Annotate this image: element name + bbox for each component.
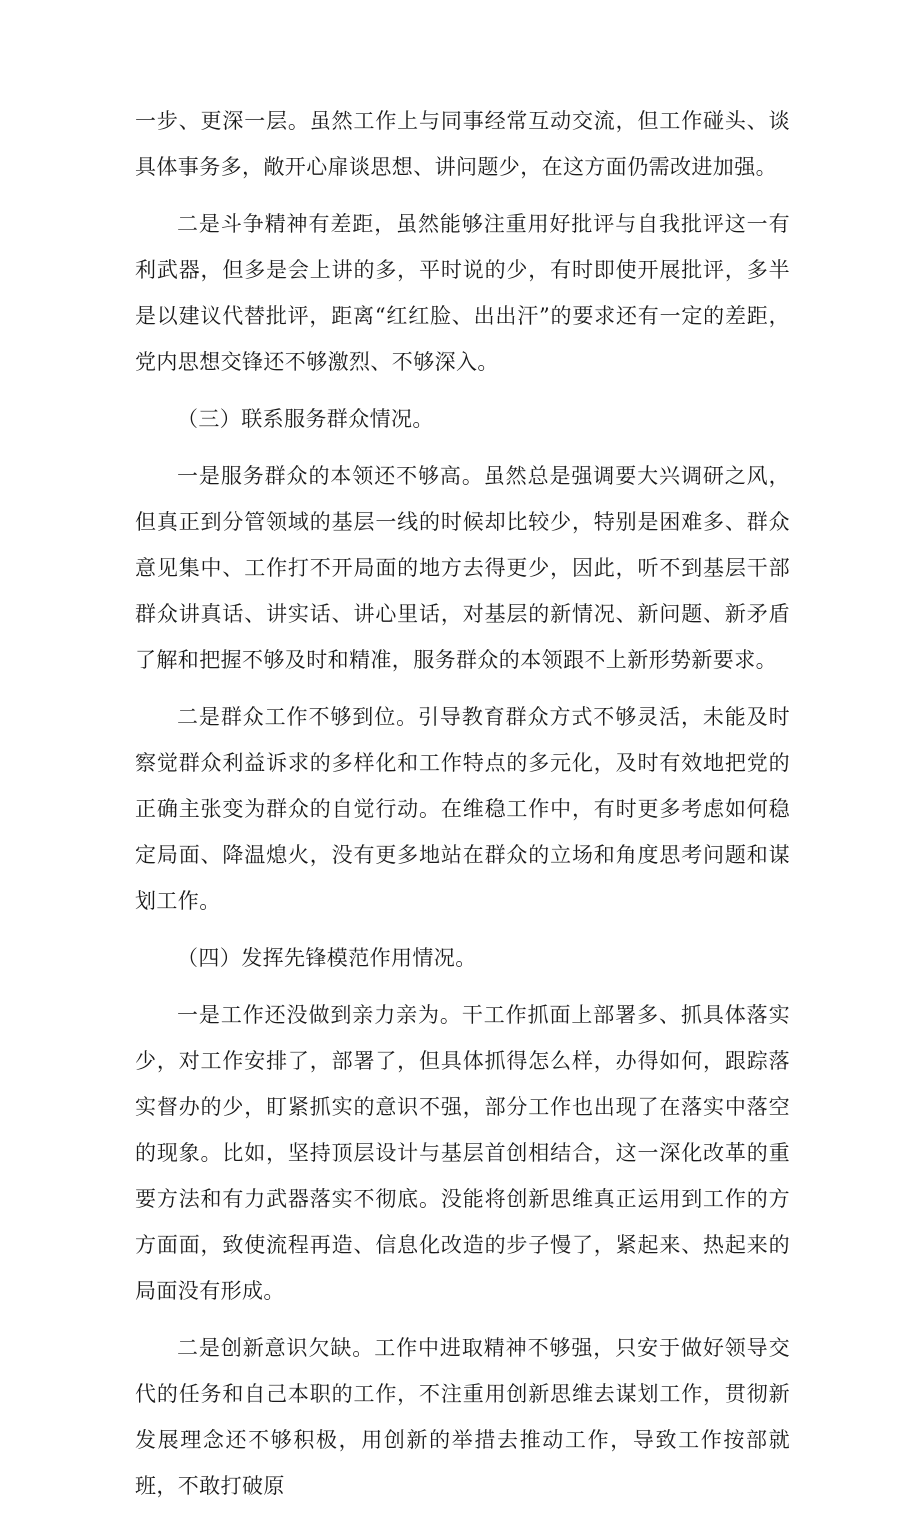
paragraph-serving-masses: 一是服务群众的本领还不够高。虽然总是强调要大兴调研之风，但真正到分管领域的基层一线的时候却比较少，特别是困难多、群众意见集中、工作打不开局面的地方去得更少，因此，听不到基层干部群众讲真话、讲实话、讲心里话，对基层的新情况、新问题、新矛盾了解和把握不够及时和精准，服务群众的本领跟不上新形势新要求。 [135,464,790,672]
section-heading-3: （三）联系服务群众情况。 [177,407,434,431]
document-page [135,98,790,1520]
paragraph-innovation: 二是创新意识欠缺。工作中进取精神不够强，只安于做好领导交代的任务和自己本职的工作，不注重用创新思维去谋划工作，贯彻新发展理念还不够积极，用创新的举措去推动工作，导致工作按部就班，不敢打破原 [135,1336,790,1498]
paragraph-hands-on-work: 一是工作还没做到亲力亲为。干工作抓面上部署多、抓具体落实少，对工作安排了，部署了，但具体抓得怎么样，办得如何，跟踪落实督办的少，盯紧抓实的意识不强，部分工作也出现了在落实中落空的现象。比如，坚持顶层设计与基层首创相结合，这一深化改革的重要方法和有力武器落实不彻底。没能将创新思维真正运用到工作的方方面面，致使流程再造、信息化改造的步子慢了，紧起来、热起来的局面没有形成。 [135,1003,790,1303]
paragraph-struggle-spirit: 二是斗争精神有差距，虽然能够注重用好批评与自我批评这一有利武器，但多是会上讲的多，平时说的少，有时即使开展批评，多半是以建议代替批评，距离“红红脸、出出汗”的要求还有一定的差距，党内思想交锋还不够激烈、不够深入。 [135,212,790,374]
paragraph-mass-work: 二是群众工作不够到位。引导教育群众方式不够灵活，未能及时察觉群众利益诉求的多样化和工作特点的多元化，及时有效地把党的正确主张变为群众的自觉行动。在维稳工作中，有时更多考虑如何稳定局面、降温熄火，没有更多地站在群众的立场和角度思考问题和谋划工作。 [135,705,790,913]
section-heading-4: （四）发挥先锋模范作用情况。 [177,946,477,970]
paragraph-continuation: 一步、更深一层。虽然工作上与同事经常互动交流，但工作碰头、谈具体事务多，敞开心扉谈思想、讲问题少，在这方面仍需改进加强。 [135,109,790,179]
